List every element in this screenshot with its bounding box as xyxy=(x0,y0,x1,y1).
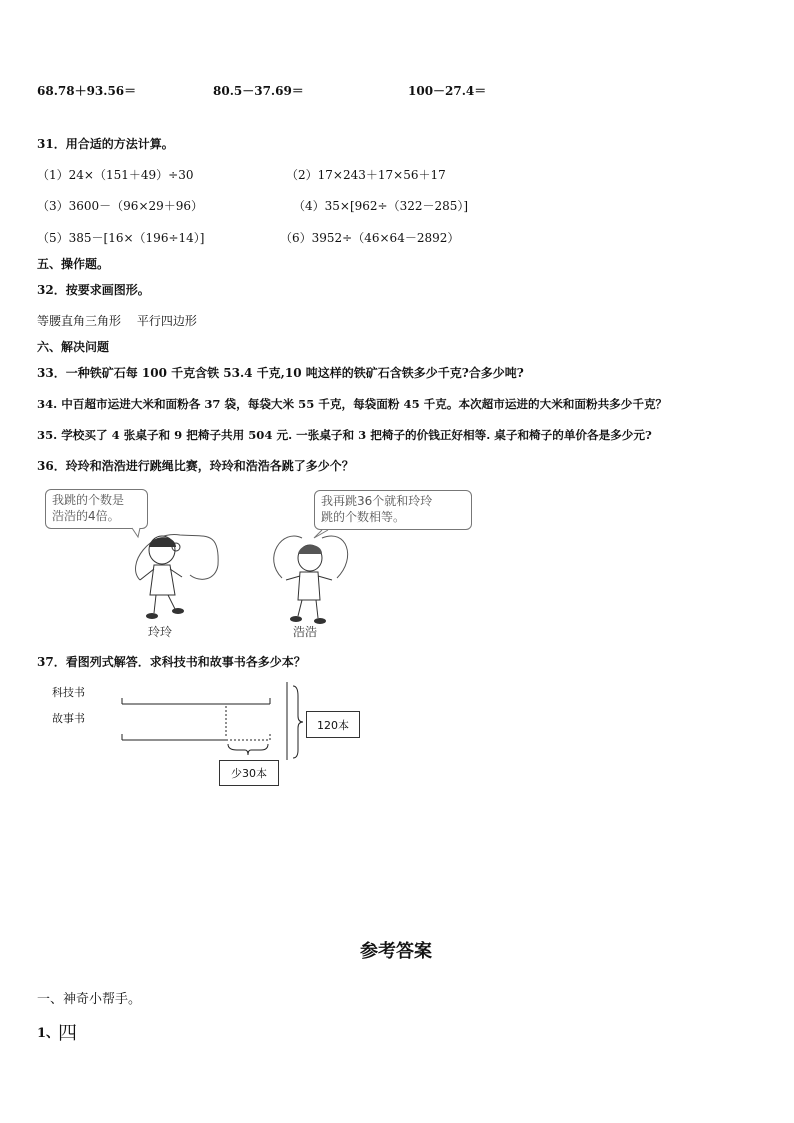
label-lingling: 玲玲 xyxy=(148,625,173,639)
q31-part-2: （2）17×243＋17×56＋17 xyxy=(286,168,446,182)
lingling-figure xyxy=(120,525,240,645)
answers-heading: 参考答案 xyxy=(360,941,432,962)
q31-part-1: （1）24×（151＋49）÷30 xyxy=(37,168,194,182)
question-36-title: 36．玲玲和浩浩进行跳绳比赛，玲玲和浩浩各跳了多少个？ xyxy=(37,459,354,473)
question-34: 34. 中百超市运进大米和面粉各 37 袋，每袋大米 55 千克，每袋面粉 45 千克。本次超市运进的大米和面粉共多少千克？ xyxy=(37,397,668,411)
haohao-figure xyxy=(262,528,382,648)
question-32-title: 32．按要求画图形。 xyxy=(37,283,150,297)
calc-expression-2: 80.5－37.69＝ xyxy=(213,84,304,98)
q31-part-6: （6）3952÷（46×64－2892） xyxy=(280,231,460,245)
speech-bubble-haohao: 我再跳36个就和玲玲 跳的个数相等。 xyxy=(314,490,472,530)
calc-expression-1: 68.78＋93.56＝ xyxy=(37,84,137,98)
question-35: 35. 学校买了 4 张桌子和 9 把椅子共用 504 元. 一张桌子和 3 把椅子的价钱正好相等. 桌子和椅子的单价各是多少元? xyxy=(37,428,652,442)
section-5-heading: 五、操作题。 xyxy=(37,257,110,271)
total-120-box: 120本 xyxy=(306,711,360,738)
question-33: 33．一种铁矿石每 100 千克含铁 53.4 千克,10 吨这样的铁矿石含铁多少千克?合多少吨? xyxy=(37,366,524,380)
question-31-title: 31．用合适的方法计算。 xyxy=(37,137,174,151)
question-37-title: 37．看图列式解答．求科技书和故事书各多少本？ xyxy=(37,655,306,669)
answer-1-value: 四 xyxy=(58,1022,78,1044)
q31-part-5: （5）385－[16×（196÷14）] xyxy=(37,231,205,245)
answer-1-number: 1、 xyxy=(37,1026,60,1041)
section-6-heading: 六、解决问题 xyxy=(37,340,110,354)
question-32-shapes: 等腰直角三角形 平行四边形 xyxy=(37,314,197,328)
q31-part-4: （4）35×[962÷（322－285）] xyxy=(293,199,469,213)
label-science-books: 科技书 xyxy=(52,686,85,699)
calc-expression-3: 100－27.4＝ xyxy=(408,84,487,98)
label-story-books: 故事书 xyxy=(52,712,85,725)
q31-part-3: （3）3600－（96×29＋96） xyxy=(37,199,204,213)
label-haohao: 浩浩 xyxy=(293,625,318,639)
difference-30-box: 少30本 xyxy=(219,760,279,786)
answers-section-1: 一、神奇小帮手。 xyxy=(37,992,142,1007)
speech-bubble-lingling: 我跳的个数是 浩浩的4倍。 xyxy=(45,489,148,529)
